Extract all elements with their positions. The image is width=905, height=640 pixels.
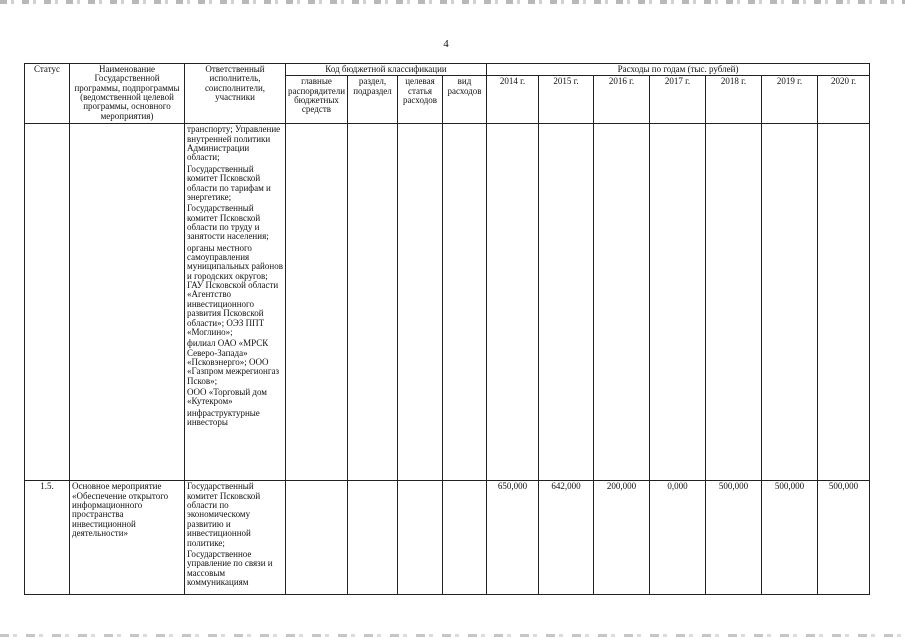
row-responsible: [185, 124, 286, 481]
cell-value-2019: [762, 124, 818, 481]
header-budget-code: Код бюджетной классификации: [286, 64, 487, 76]
cell-value-2018: 500,000: [706, 481, 762, 595]
header-budget-target-article: целевая статья расходов: [398, 76, 443, 124]
cell-value-2016: [594, 124, 650, 481]
responsible-line: органы местного самоуправления муниципальных районов и городских округов; ГАУ Псковской области «Агентство инвестиционного развития Псковской области»; ОЭЗ ППТ «Моглино»;: [187, 242, 283, 337]
row-status: [25, 124, 70, 481]
cell-value-2014: [487, 124, 539, 481]
header-responsible: Ответственный исполнитель, соисполнители, участники: [185, 64, 286, 124]
header-year-2016: 2016 г.: [594, 76, 650, 124]
header-budget-main-managers: главные распорядители бюджетных средств: [286, 76, 348, 124]
cell-value-2018: [706, 124, 762, 481]
header-row-1: [25, 64, 870, 76]
responsible-line: филиал ОАО «МРСК Северо-Запада» «Псковэнерго»; ООО «Газпром межрегионгаз Псков»;: [187, 338, 280, 386]
responsible-line: транспорту; Управление внутренней политики Администрации области;: [187, 124, 281, 163]
header-year-2020: 2020 г.: [818, 76, 870, 124]
cell-budget-target-article: [398, 481, 443, 595]
cell-budget-expense-type: [443, 124, 487, 481]
cell-value-2016: 200,000: [594, 481, 650, 595]
scan-edge-top: [0, 0, 905, 4]
cell-value-2017: [650, 124, 706, 481]
cell-value-2015: 642,000: [539, 481, 594, 595]
header-budget-section: раздел, подраздел: [348, 76, 398, 124]
row-name: [70, 124, 185, 481]
header-year-2017: 2017 г.: [650, 76, 706, 124]
header-year-2015: 2015 г.: [539, 76, 594, 124]
scan-edge-bottom: [0, 634, 905, 637]
row-name: Основное мероприятие «Обеспечение открытого информационного пространства инвестиционной деятельности»: [70, 481, 185, 595]
cell-value-2014: 650,000: [487, 481, 539, 595]
responsible-line: Государственный комитет Псковской области по тарифам и энергетике;: [187, 163, 271, 202]
header-year-2014: 2014 г.: [487, 76, 539, 124]
responsible-line: Государственное управление по связи и массовым коммуникациям: [187, 548, 273, 587]
header-status: Статус: [25, 64, 70, 124]
responsible-line: ООО «Торговый дом «Кутекром»: [187, 387, 268, 407]
responsible-line: Государственный комитет Псковской области по труду и занятости населения;: [187, 203, 269, 242]
cell-value-2019: 500,000: [762, 481, 818, 595]
header-name: Наименование Государственной программы, подпрограммы (ведомственной целевой программы, основного мероприятия): [70, 64, 185, 124]
row-status: 1.5.: [25, 481, 70, 595]
budget-table: [24, 63, 870, 595]
cell-budget-section: [348, 481, 398, 595]
table-row: [25, 124, 870, 481]
table-row: [25, 481, 870, 595]
cell-value-2020: 500,000: [818, 481, 870, 595]
cell-budget-target-article: [398, 124, 443, 481]
cell-value-2020: [818, 124, 870, 481]
cell-budget-main-managers: [286, 124, 348, 481]
cell-budget-expense-type: [443, 481, 487, 595]
cell-value-2017: 0,000: [650, 481, 706, 595]
cell-budget-main-managers: [286, 481, 348, 595]
header-year-2018: 2018 г.: [706, 76, 762, 124]
header-year-2019: 2019 г.: [762, 76, 818, 124]
header-budget-expense-type: вид расходов: [443, 76, 487, 124]
responsible-line: инфраструктурные инвесторы: [187, 407, 260, 428]
responsible-line: Государственный комитет Псковской области по экономическому развитию и инвестиционной политике;: [187, 481, 261, 548]
page-number: 4: [443, 38, 449, 50]
cell-budget-section: [348, 124, 398, 481]
header-expenses: Расходы по годам (тыс. рублей): [487, 64, 870, 76]
row-responsible: [185, 481, 286, 595]
cell-value-2015: [539, 124, 594, 481]
